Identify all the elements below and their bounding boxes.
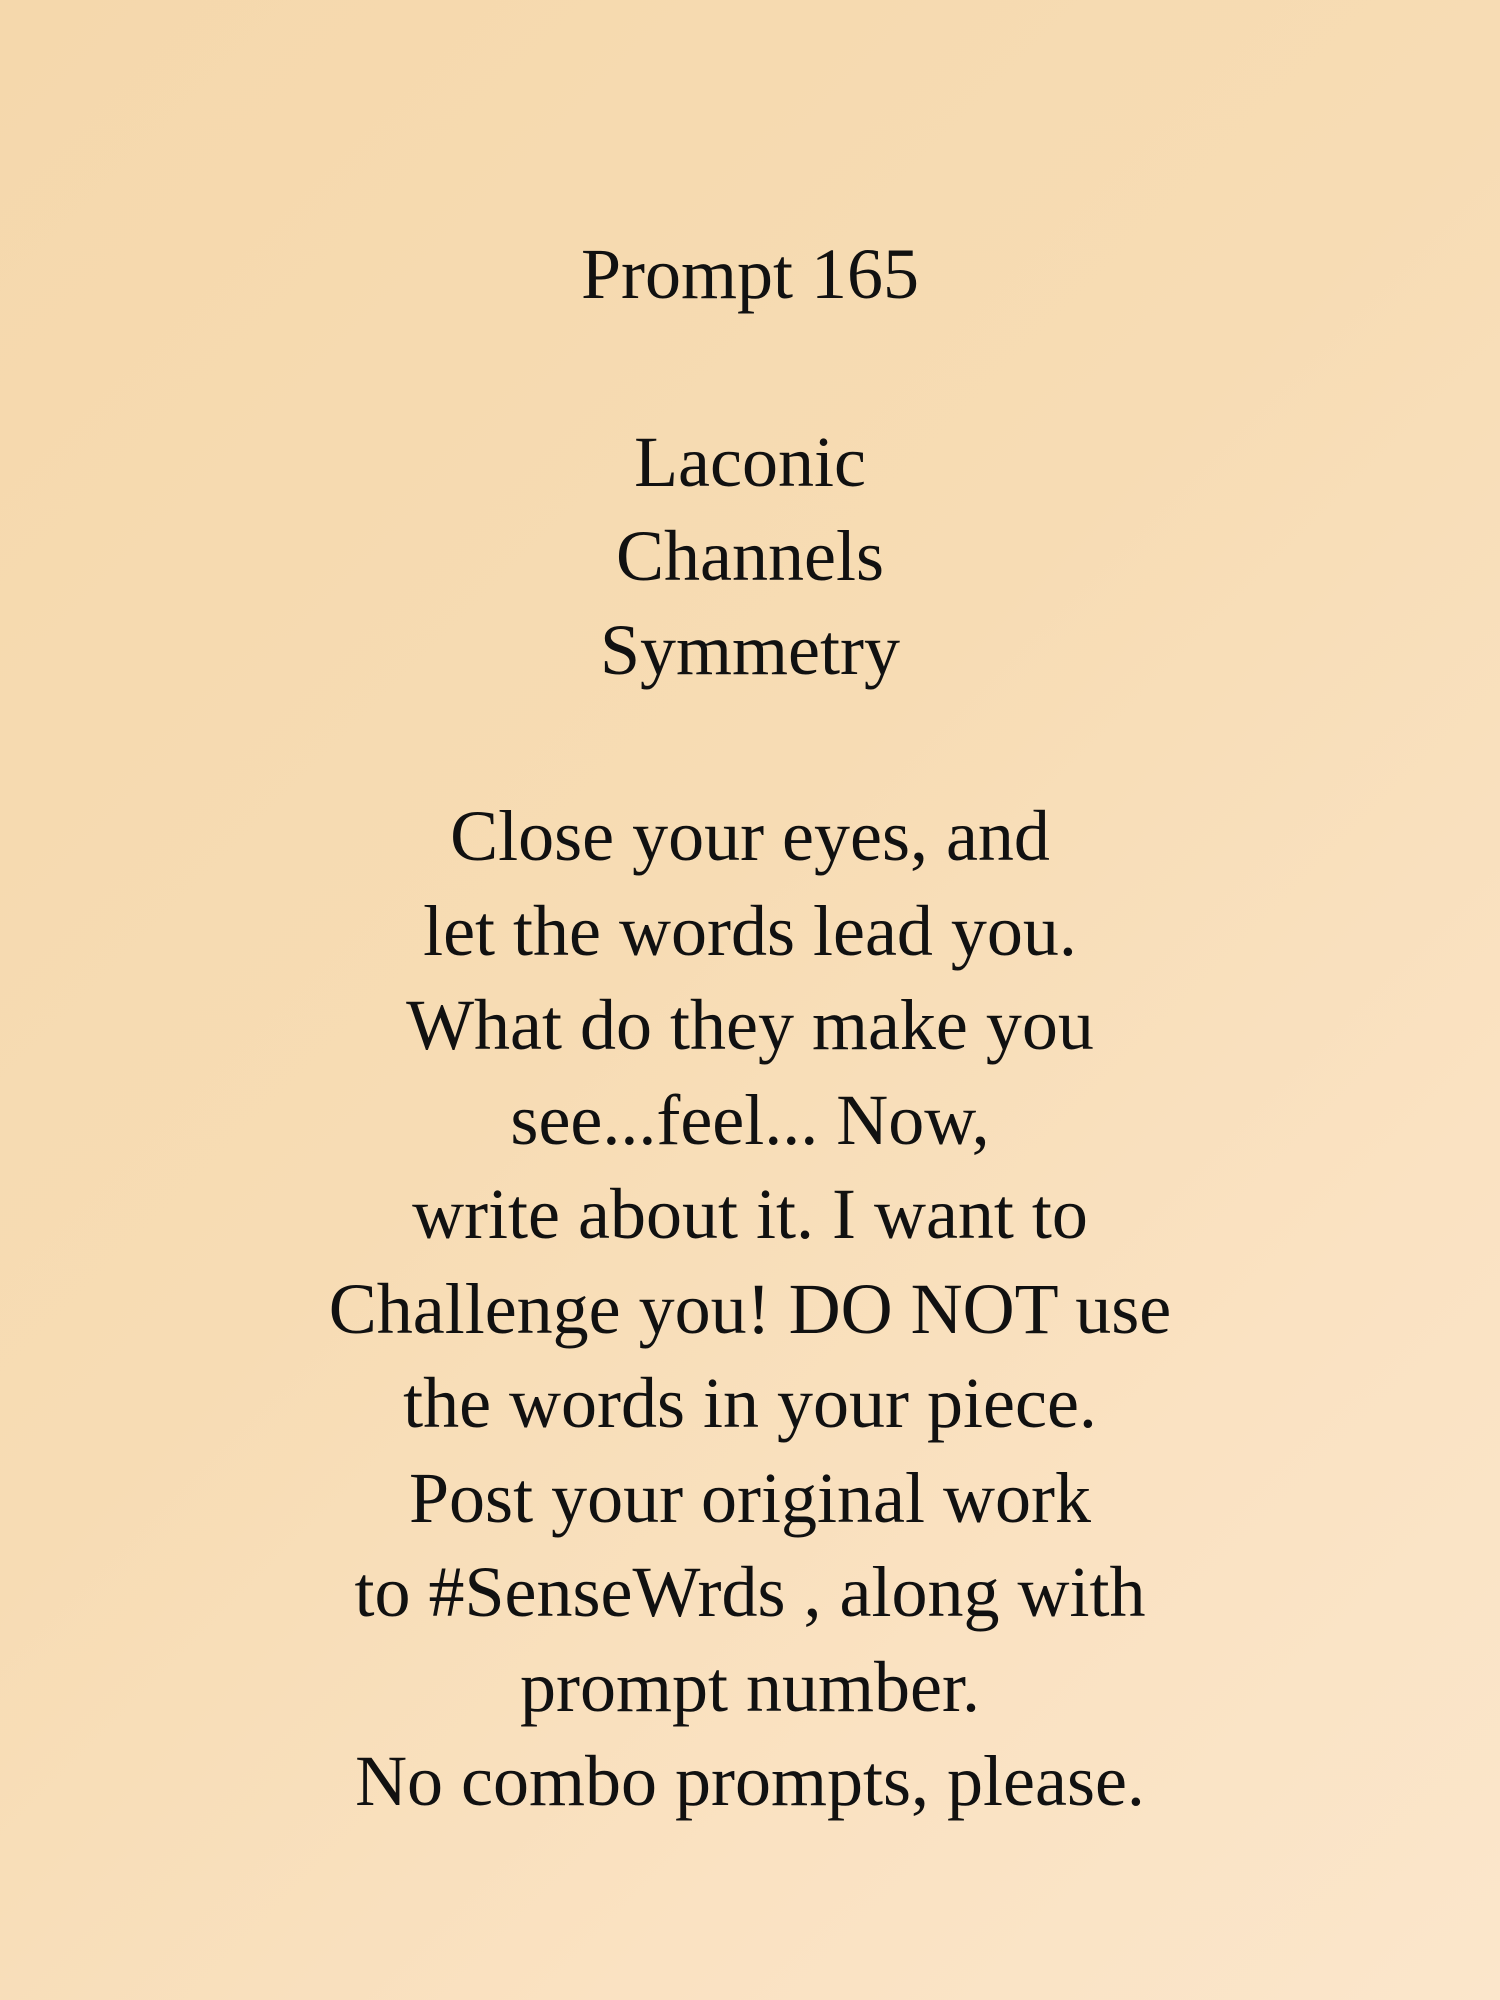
instruction-line: Challenge you! DO NOT use [328,1268,1172,1349]
instruction-line: see...feel... Now, [510,1079,990,1160]
prompt-word: Channels [616,516,884,596]
instruction-line: Post your original work [409,1457,1091,1538]
instruction-line: let the words lead you. [423,890,1077,971]
prompt-word: Symmetry [600,610,900,690]
prompt-word: Laconic [634,422,866,502]
instruction-line: prompt number. [520,1646,980,1727]
instruction-line: No combo prompts, please. [355,1741,1145,1821]
instruction-line: to #SenseWrds , along with [354,1552,1146,1632]
instruction-line: write about it. I want to [412,1174,1088,1254]
prompt-title: Prompt 165 [580,234,920,314]
instruction-line: Close your eyes, and [450,796,1050,876]
prompt-word-list [0,415,1500,697]
prompt-instructions [0,789,1500,1829]
instruction-line: the words in your piece. [403,1363,1097,1443]
instruction-line: What do they make you [406,985,1094,1065]
